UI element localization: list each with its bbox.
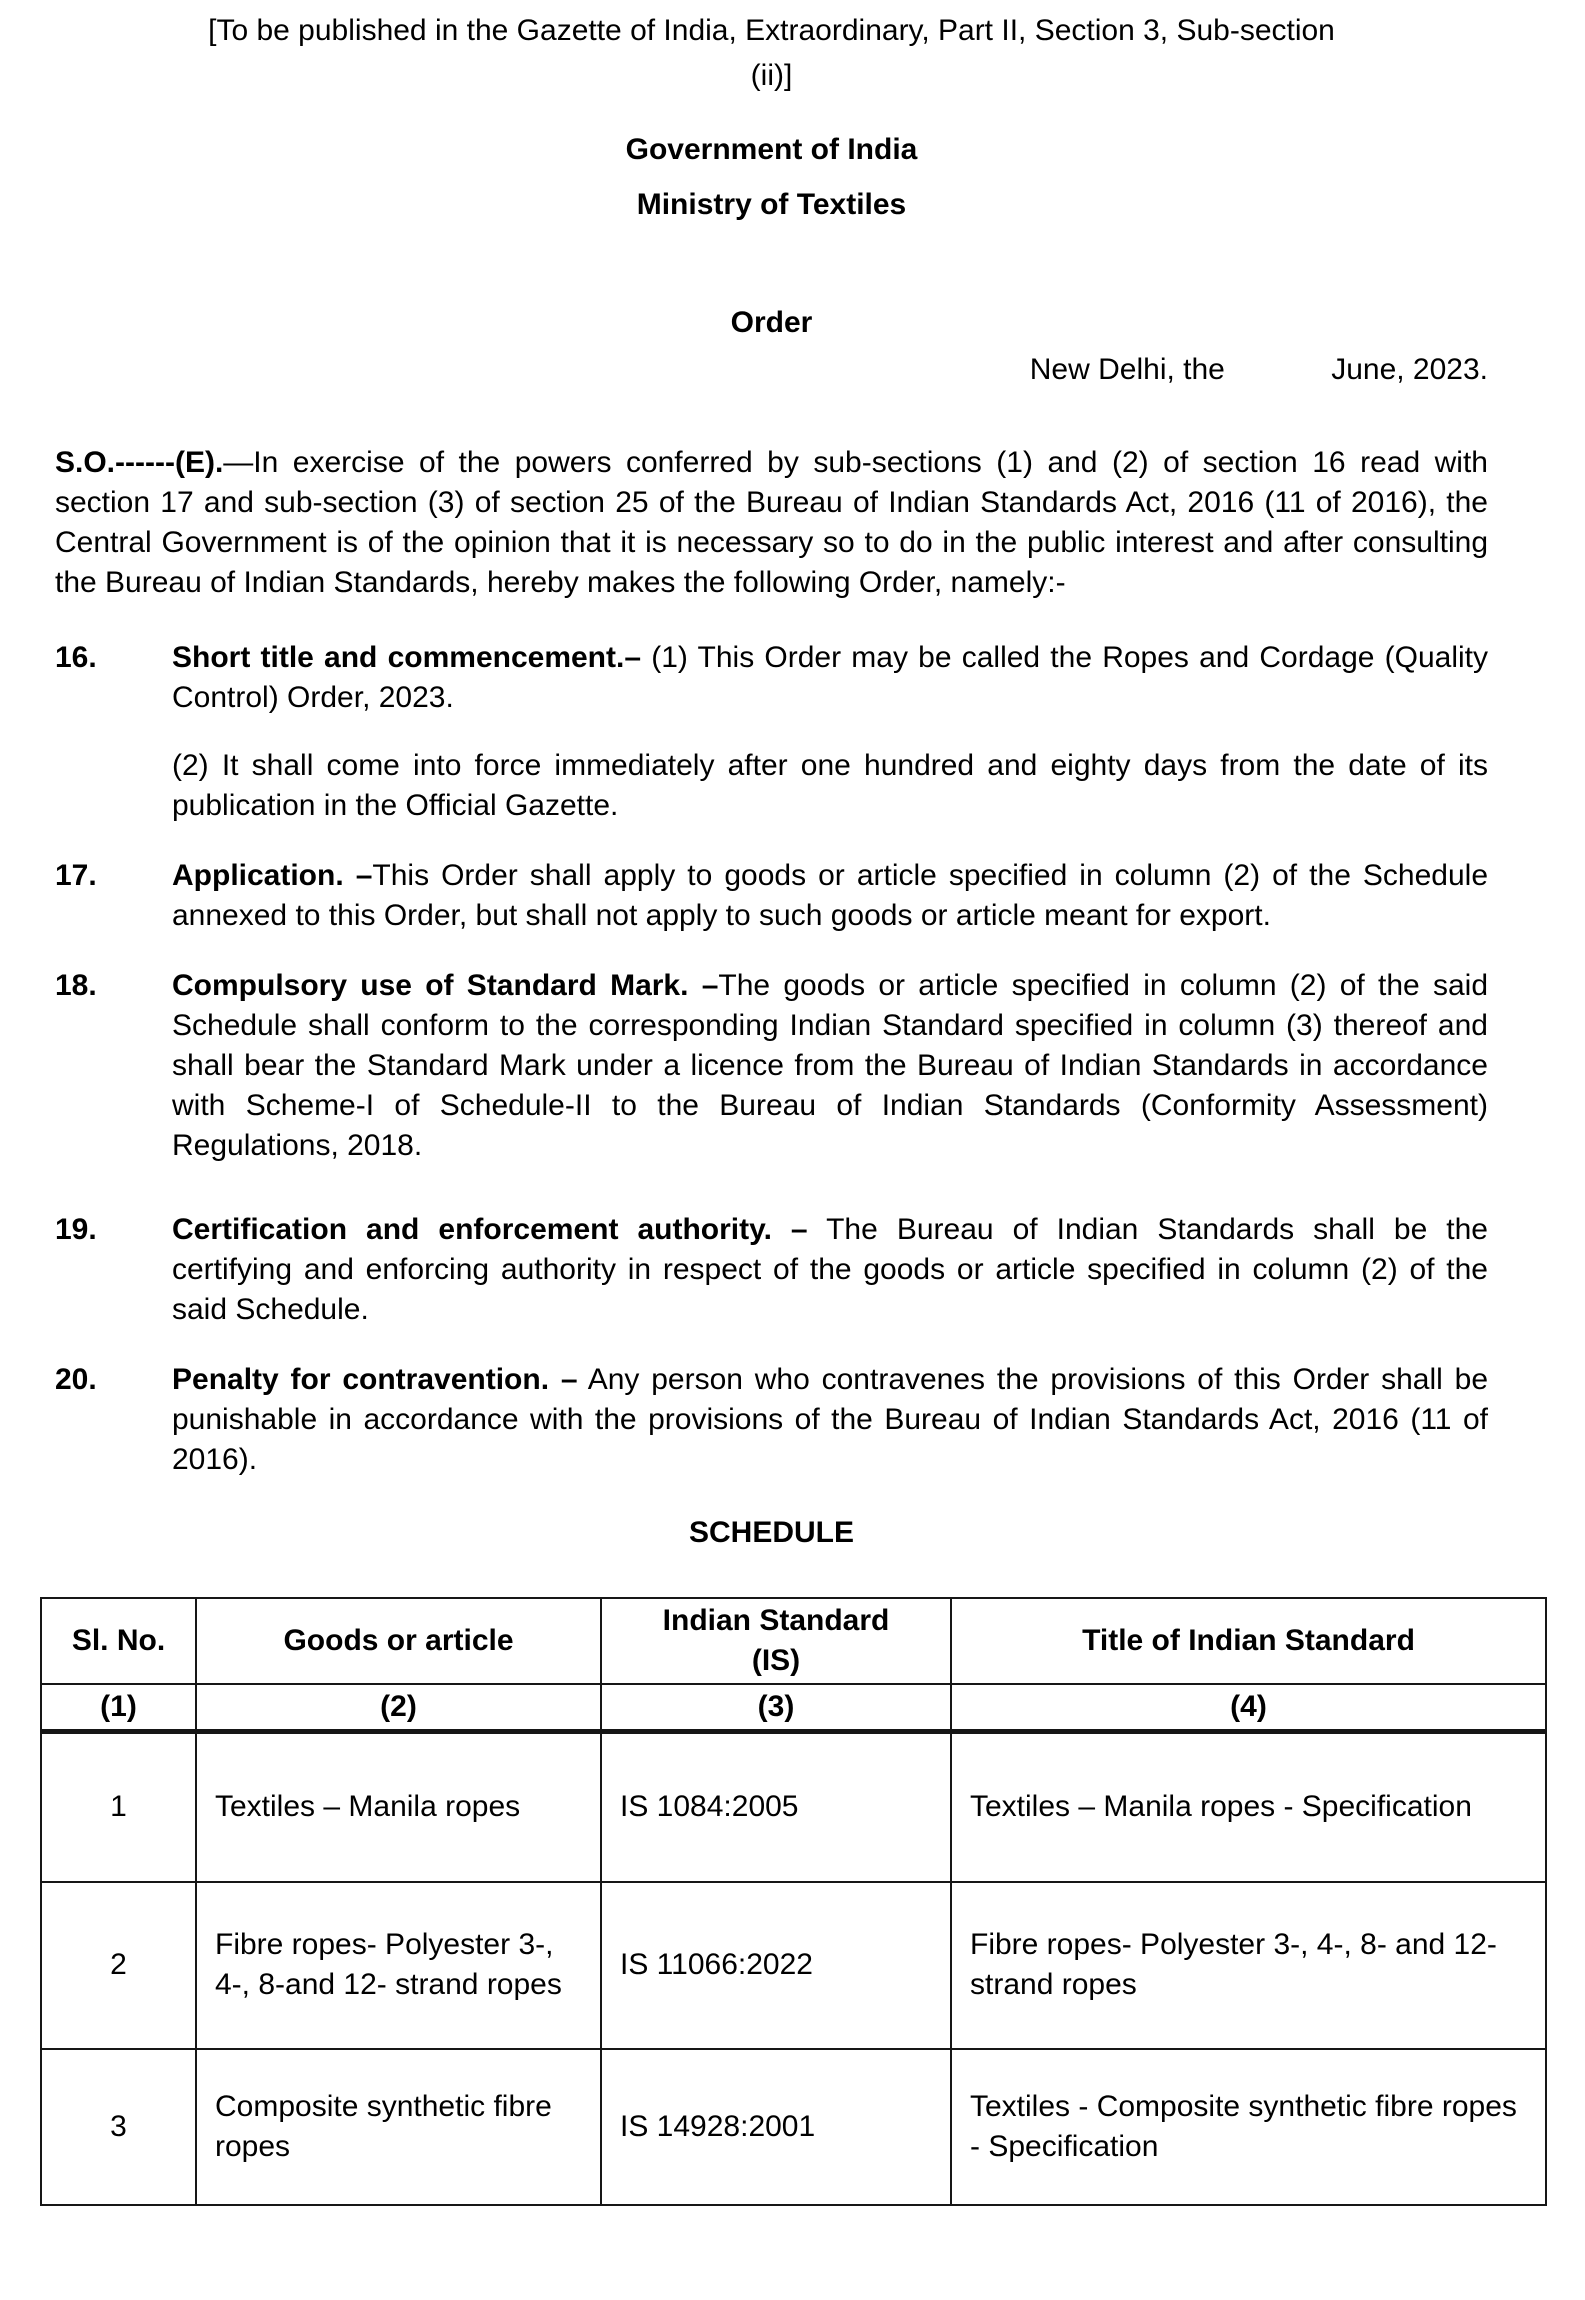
place-text: New Delhi, the: [1029, 353, 1225, 386]
cell-goods: Composite synthetic fibre ropes: [196, 2049, 601, 2205]
clause-19: [55, 1210, 1488, 1330]
clause-20: [55, 1360, 1488, 1480]
colnum-1: (1): [41, 1684, 196, 1732]
cell-sl-no: 2: [41, 1882, 196, 2049]
publication-line: [55, 8, 1488, 98]
date-text: June, 2023.: [1331, 353, 1488, 386]
cell-sl-no: 3: [41, 2049, 196, 2205]
clause-19-paragraph: [172, 1210, 1488, 1330]
publication-line-2: (ii)]: [750, 59, 793, 92]
colnum-4: (4): [951, 1684, 1546, 1732]
clause-16-text: (1) This Order may be called the Ropes and Cordage (Quality Control) Order, 2023.: [172, 641, 1488, 714]
clause-16-number: 16.: [55, 641, 97, 674]
clause-17-heading: Application. –: [172, 859, 373, 892]
table-row: [41, 2049, 1546, 2205]
col-header-indian-standard: [601, 1598, 951, 1684]
col-header-sl-no: Sl. No.: [41, 1598, 196, 1684]
cell-goods: Fibre ropes- Polyester 3-, 4-, 8-and 12- strand ropes: [196, 1882, 601, 2049]
publication-line-1: [To be published in the Gazette of India, Extraordinary, Part II, Section 3, Sub-section: [208, 14, 1335, 47]
clauses-list: [55, 638, 1488, 1480]
colnum-2: (2): [196, 1684, 601, 1732]
col-header-goods: Goods or article: [196, 1598, 601, 1684]
clause-18-heading: Compulsory use of Standard Mark. –: [172, 969, 719, 1002]
cell-title: Textiles – Manila ropes - Specification: [951, 1732, 1546, 1882]
cell-title: Fibre ropes- Polyester 3-, 4-, 8- and 12- strand ropes: [951, 1882, 1546, 2049]
cell-title: Textiles - Composite synthetic fibre ropes - Specification: [951, 2049, 1546, 2205]
clause-20-number: 20.: [55, 1363, 97, 1396]
so-label: S.O.------(E).: [55, 446, 224, 479]
place-date-line: [55, 350, 1488, 390]
clause-19-text: The Bureau of Indian Standards shall be the certifying and enforcing authority in respect of the goods or article specified in column (2) of the said Schedule.: [172, 1213, 1488, 1326]
schedule-heading: SCHEDULE: [688, 1516, 854, 1549]
table-colnum-row: [41, 1684, 1546, 1732]
cell-is: IS 11066:2022: [601, 1882, 951, 2049]
clause-17: [55, 856, 1488, 936]
clause-18: [55, 966, 1488, 1166]
clause-16: [55, 638, 1488, 826]
clause-19-number: 19.: [55, 1213, 97, 1246]
clause-18-paragraph: [172, 966, 1488, 1166]
clause-20-heading: Penalty for contravention. –: [172, 1363, 578, 1396]
colnum-3: (3): [601, 1684, 951, 1732]
schedule-table: [40, 1597, 1547, 2206]
order-heading: Order: [730, 306, 813, 339]
col-header-is-line2: (IS): [751, 1644, 801, 1677]
clause-18-text: The goods or article specified in column (2) of the said Schedule shall conform to the corresponding Indian Standard specified in column (3) thereof and shall bear the Standard Mark under a licence from the Bureau of Indian Standards in accordance with Scheme-I of Schedule-II to the Bureau of Indian Standards (Conformity Assessment) Regulations, 2018.: [172, 969, 1489, 1162]
col-header-title: Title of Indian Standard: [951, 1598, 1546, 1684]
clause-20-paragraph: [172, 1360, 1488, 1480]
clause-16-paragraph: [172, 638, 1488, 718]
so-paragraph: [55, 443, 1488, 603]
clause-17-number: 17.: [55, 859, 97, 892]
clause-20-text: Any person who contravenes the provisions of this Order shall be punishable in accordance with the provisions of the Bureau of Indian Standards Act, 2016 (11 of 2016).: [172, 1363, 1489, 1476]
clause-19-heading: Certification and enforcement authority. –: [172, 1213, 808, 1246]
clause-16-heading: Short title and commencement.–: [172, 641, 642, 674]
cell-sl-no: 1: [41, 1732, 196, 1882]
so-dash: —: [223, 446, 254, 479]
table-row: [41, 1732, 1546, 1882]
cell-is: IS 14928:2001: [601, 2049, 951, 2205]
so-body: In exercise of the powers conferred by sub-sections (1) and (2) of section 16 read with section 17 and sub-section (3) of section 25 of the Bureau of Indian Standards Act, 2016 (11 of 2016), the Central Government is of the opinion that it is necessary so to do in the public interest and after consulting the Bureau of Indian Standards, hereby makes the following Order, namely:-: [55, 446, 1488, 599]
table-row: [41, 1882, 1546, 2049]
clause-18-number: 18.: [55, 969, 97, 1002]
cell-goods: Textiles – Manila ropes: [196, 1732, 601, 1882]
table-header-row: [41, 1598, 1546, 1684]
col-header-is-line1: Indian Standard: [662, 1604, 890, 1637]
clause-16-subparagraph: (2) It shall come into force immediately after one hundred and eighty days from the date of its publication in the Official Gazette.: [172, 749, 1488, 822]
cell-is: IS 1084:2005: [601, 1732, 951, 1882]
government-title: Government of India: [625, 133, 918, 166]
clause-17-text: This Order shall apply to goods or article specified in column (2) of the Schedule annexed to this Order, but shall not apply to such goods or article meant for export.: [172, 859, 1489, 932]
ministry-title: Ministry of Textiles: [636, 188, 907, 221]
clause-17-paragraph: [172, 856, 1488, 936]
